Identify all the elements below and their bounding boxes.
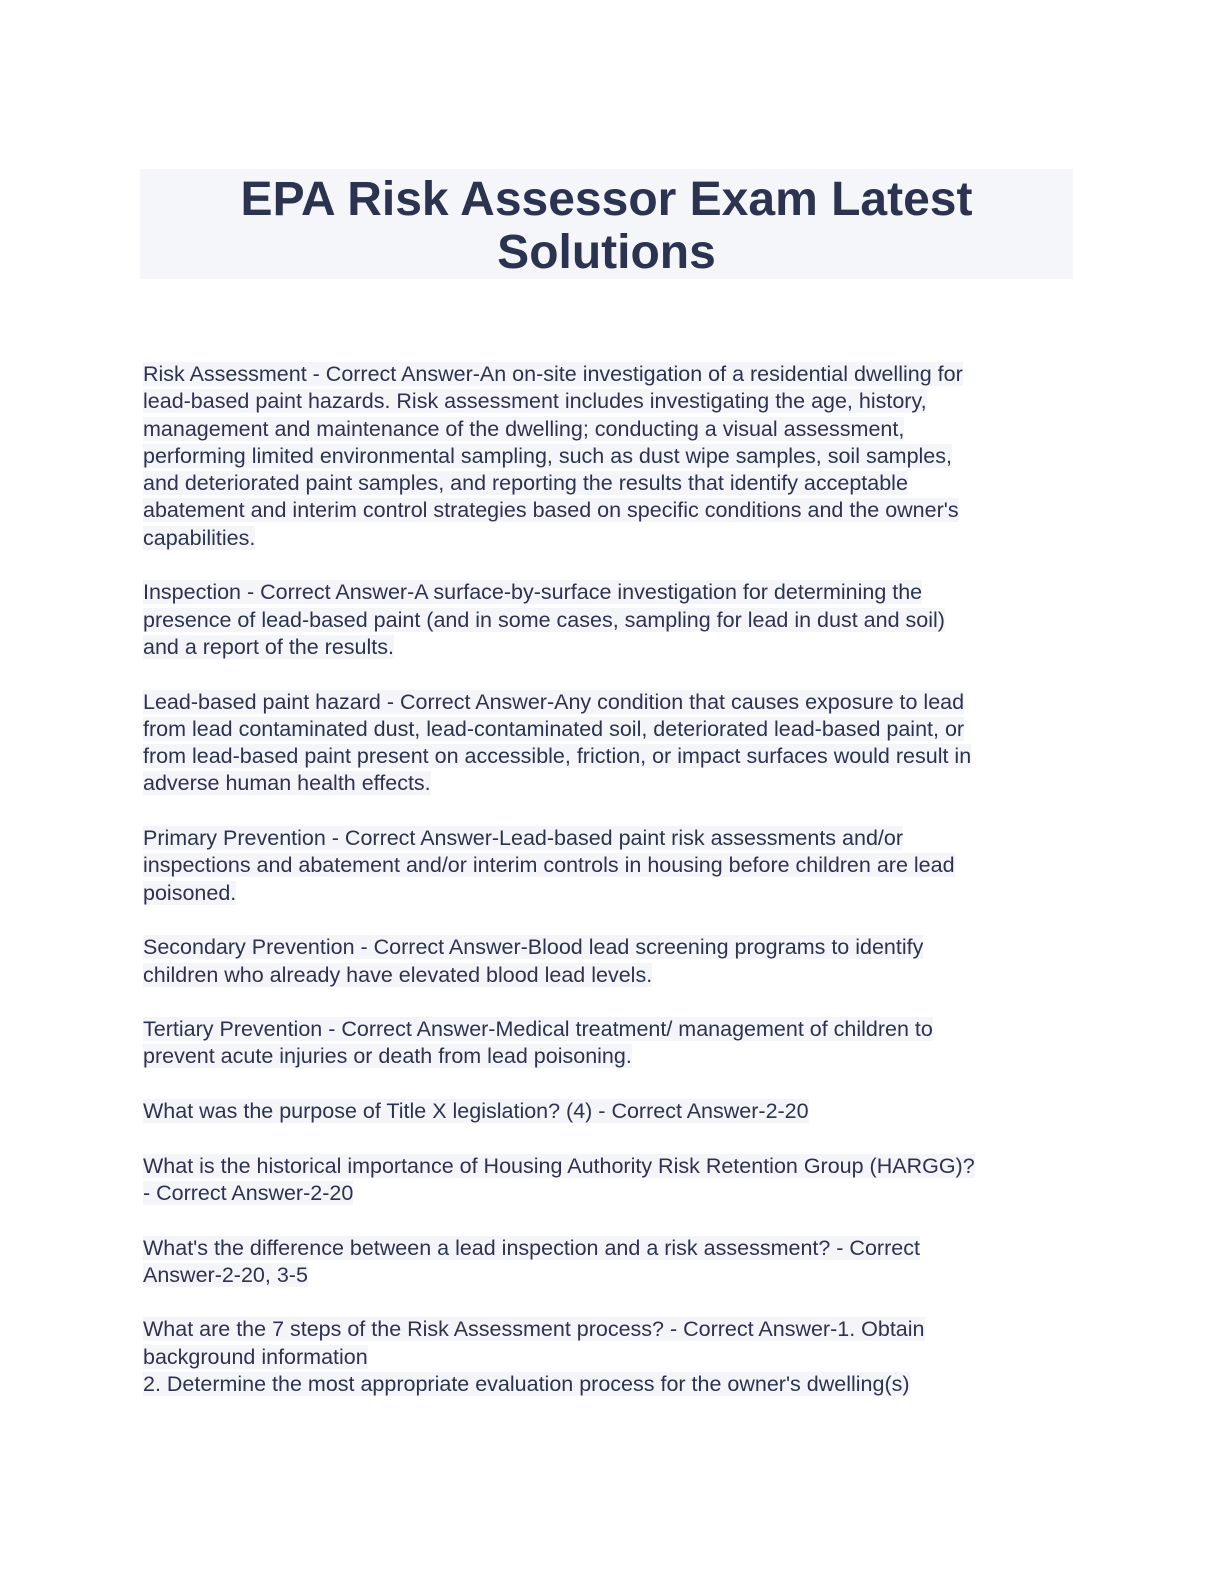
entry-risk-assessment xyxy=(143,361,1073,552)
entry-inspection xyxy=(143,579,1073,661)
entry-inspection-vs-risk-assessment xyxy=(143,1235,1073,1290)
text-line: What was the purpose of Title X legislation? (4) - Correct Answer-2-20 xyxy=(143,1099,809,1124)
text-line: children who already have elevated blood lead levels. xyxy=(143,962,653,987)
text-line: Secondary Prevention - Correct Answer-Blood lead screening programs to identify xyxy=(143,935,924,960)
text-line: What is the historical importance of Housing Authority Risk Retention Group (HARGG)? xyxy=(143,1153,975,1178)
text-line: Answer-2-20, 3-5 xyxy=(143,1262,308,1287)
entry-tertiary-prevention xyxy=(143,1016,1073,1071)
document-title xyxy=(140,169,1073,279)
text-line: lead-based paint hazards. Risk assessment includes investigating the age, history, xyxy=(143,389,927,414)
text-line: poisoned. xyxy=(143,880,237,905)
entry-hargg-importance xyxy=(143,1153,1073,1208)
text-line: from lead contaminated dust, lead-contaminated soil, deteriorated lead-based paint, or xyxy=(143,716,965,741)
text-line: management and maintenance of the dwelling; conducting a visual assessment, xyxy=(143,416,905,441)
text-line: adverse human health effects. xyxy=(143,771,431,796)
text-line: Risk Assessment - Correct Answer-An on-site investigation of a residential dwelling for xyxy=(143,362,963,386)
text-line: performing limited environmental sampling, such as dust wipe samples, soil samples, xyxy=(143,443,952,468)
text-line: prevent acute injuries or death from lead poisoning. xyxy=(143,1044,632,1069)
text-line: inspections and abatement and/or interim controls in housing before children are lead xyxy=(143,853,955,878)
text-line: and deteriorated paint samples, and reporting the results that identify acceptable xyxy=(143,471,908,496)
text-line: Inspection - Correct Answer-A surface-by-surface investigation for determining the xyxy=(143,580,923,605)
text-line: from lead-based paint present on accessible, friction, or impact surfaces would result in xyxy=(143,744,972,769)
text-line: capabilities. xyxy=(143,525,256,550)
title-line-2: Solutions xyxy=(497,226,716,279)
text-line: What's the difference between a lead inspection and a risk assessment? - Correct xyxy=(143,1235,920,1260)
text-line: What are the 7 steps of the Risk Assessment process? - Correct Answer-1. Obtain xyxy=(143,1317,925,1342)
entry-lead-based-paint-hazard xyxy=(143,689,1073,798)
title-line-1: EPA Risk Assessor Exam Latest xyxy=(240,173,973,226)
text-line: abatement and interim control strategies based on specific conditions and the owner's xyxy=(143,498,959,523)
title-box xyxy=(140,169,1073,279)
text-line: Primary Prevention - Correct Answer-Lead-based paint risk assessments and/or xyxy=(143,826,903,851)
entry-secondary-prevention xyxy=(143,934,1073,989)
text-line: presence of lead-based paint (and in some cases, sampling for lead in dust and soil) xyxy=(143,607,945,632)
text-line: 2. Determine the most appropriate evaluation process for the owner's dwelling(s) xyxy=(143,1371,910,1396)
entry-primary-prevention xyxy=(143,825,1073,907)
document-body xyxy=(143,361,1073,1426)
text-line: and a report of the results. xyxy=(143,634,394,659)
entry-seven-steps xyxy=(143,1316,1073,1398)
text-line: - Correct Answer-2-20 xyxy=(143,1180,354,1205)
text-line: background information xyxy=(143,1344,368,1369)
text-line: Tertiary Prevention - Correct Answer-Medical treatment/ management of children to xyxy=(143,1017,933,1042)
text-line: Lead-based paint hazard - Correct Answer-Any condition that causes exposure to lead xyxy=(143,689,965,714)
entry-title-x-purpose xyxy=(143,1098,1073,1125)
